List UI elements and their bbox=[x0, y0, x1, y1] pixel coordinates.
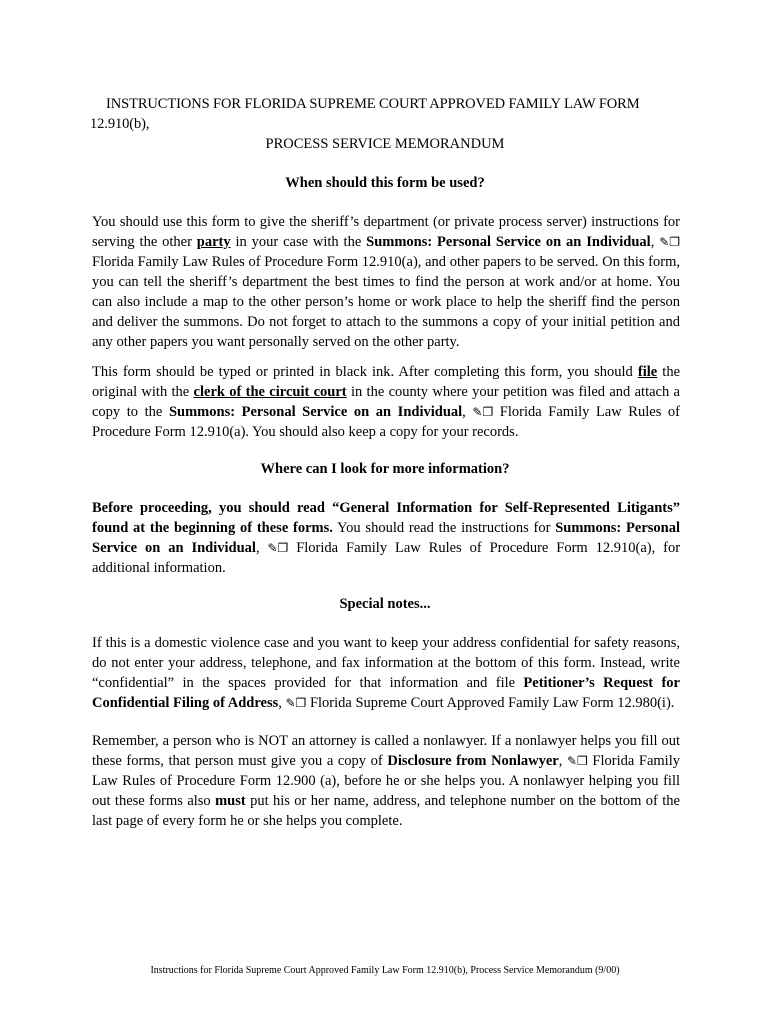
pencil-form-icon: ✎❐ bbox=[267, 541, 289, 555]
general-info-note: Before proceeding, you should read “General Information for Self-Represented Litigants” found at the beginning of these forms. bbox=[92, 500, 680, 536]
document-title: INSTRUCTIONS FOR FLORIDA SUPREME COURT APPROVED FAMILY LAW FORM 12.910(b), bbox=[90, 96, 640, 132]
paragraph-special-2: Remember, a person who is NOT an attorney is called a nonlawyer. If a nonlawyer helps you fill out these forms, that person must give you a copy of Disclosure from Nonlawyer, ✎❐ Florida Family Law Rules of Procedure Form 12.900 (a), before he or she helps you. A nonlawyer helping you fill out these forms also must put his or her name, address, and telephone number on the bottom of the last page of every form he or she helps you complete. bbox=[92, 733, 680, 829]
heading-special-notes: Special notes... bbox=[339, 596, 431, 612]
paragraph-when-1: You should use this form to give the sheriff’s department (or private process server) instructions for serving the other party in your case with the Summons: Personal Service on an Individual, ✎❐ Florida Family Law Rules of Procedure Form 12.910(a), and other papers to be served. On this form, you can tell the sheriff’s department the best times to find the person at work and/or at home. You can also include a map to the other person’s home or work place to help the sheriff find the person and deliver the summons. Do not forget to attach to the summons a copy of your initial petition and any other papers you want personally served on the other party. bbox=[92, 214, 680, 350]
form-name-summons: Summons: Personal Service on an Individual bbox=[168, 404, 463, 420]
link-file[interactable]: file bbox=[637, 364, 658, 380]
link-party[interactable]: party bbox=[196, 234, 231, 250]
paragraph-where-1: Before proceeding, you should read “General Information for Self-Represented Litigants” found at the beginning of these forms. You should read the instructions for Summons: Personal Service on an Individual, ✎❐ Florida Family Law Rules of Procedure Form 12.910(a), for additional information. bbox=[92, 500, 681, 576]
paragraph-when-2: This form should be typed or printed in black ink. After completing this form, you should file the original with the clerk of the circuit court in the county where your petition was filed and attach a copy to the Summons: Personal Service on an Individual, ✎❐ Florida Family Law Rules of Procedure Form 12.910(a). You should also keep a copy for your records. bbox=[92, 364, 681, 440]
pencil-form-icon: ✎❐ bbox=[566, 754, 588, 768]
heading-where: Where can I look for more information? bbox=[260, 461, 510, 477]
heading-when: When should this form be used? bbox=[285, 175, 485, 191]
emphasis-must: must bbox=[215, 793, 246, 809]
document-subtitle: PROCESS SERVICE MEMORANDUM bbox=[265, 136, 505, 152]
paragraph-special-1: If this is a domestic violence case and you want to keep your address confidential for safety reasons, do not enter your address, telephone, and fax information at the bottom of this form. Instead, write “confidential” in the spaces provided for that information and file Petitioner’s Request for Confidential Filing of Address, ✎❐ Florida Supreme Court Approved Family Law Form 12.980(i). bbox=[92, 635, 680, 711]
link-clerk-of-circuit-court[interactable]: clerk of the circuit court bbox=[193, 384, 347, 400]
page-footer: Instructions for Florida Supreme Court Approved Family Law Form 12.910(b), Process Service Memorandum (9/00) bbox=[150, 965, 620, 976]
pencil-form-icon: ✎❐ bbox=[472, 405, 494, 419]
form-name-disclosure: Disclosure from Nonlawyer bbox=[387, 753, 559, 769]
form-name-summons: Summons: Personal Service on an Individual bbox=[92, 520, 680, 556]
pencil-form-icon: ✎❐ bbox=[659, 235, 680, 249]
form-name-summons: Summons: Personal Service on an Individual bbox=[366, 234, 651, 250]
form-name-confidential-request: Petitioner’s Request for Confidential Filing of Address bbox=[92, 675, 680, 711]
pencil-form-icon: ✎❐ bbox=[285, 696, 307, 710]
